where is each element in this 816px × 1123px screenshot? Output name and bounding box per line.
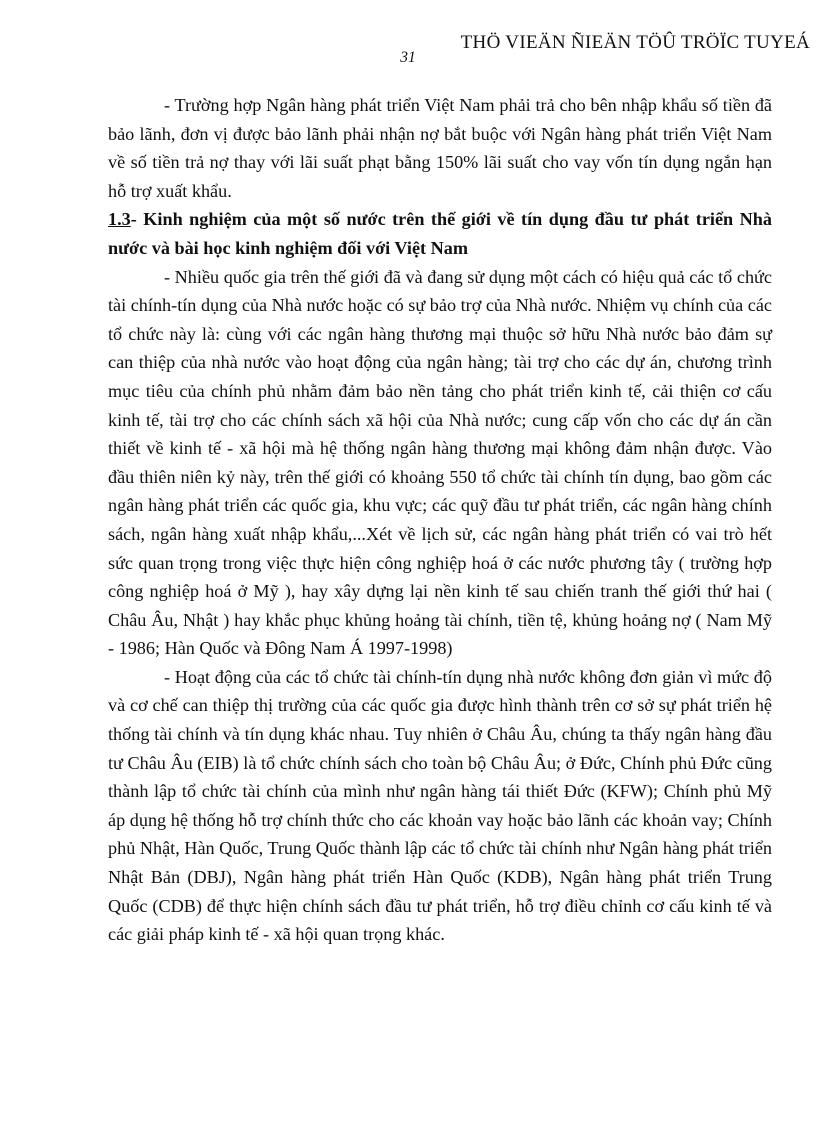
page-number: 31: [400, 49, 416, 66]
running-header: THÖ VIEÄN ÑIEÄN TÖÛ TRÖÏC TUYEÁ: [460, 32, 810, 53]
section-title: - Kinh nghiệm của một số nước trên thế giới về tín dụng đầu tư phát triển Nhà nước và bài học kinh nghiệm đối với Việt Nam: [108, 209, 772, 258]
section-heading: [108, 205, 772, 262]
paragraph-state-credit-institutions: - Hoạt động của các tổ chức tài chính-tín dụng nhà nước không đơn giản vì mức độ và cơ chế can thiệp thị trường của các quốc gia được hình thành trên cơ sở sự phát triển hệ thống tài chính và tín dụng khác nhau. Tuy nhiên ở Châu Âu, chúng ta thấy ngân hàng đầu tư Châu Âu (EIB) là tổ chức chính sách cho toàn bộ Châu Âu; ở Đức, Chính phủ Đức cũng thành lập tổ chức tài chính của mình như ngân hàng tái thiết Đức (KFW); Chính phủ Mỹ áp dụng hệ thống hỗ trợ chính thức cho các khoản vay hoặc bảo lãnh các khoản vay; Chính phủ Nhật, Hàn Quốc, Trung Quốc thành lập các tổ chức tài chính như Ngân hàng phát triển Nhật Bản (DBJ), Ngân hàng phát triển Hàn Quốc (KDB), Ngân hàng phát triển Trung Quốc (CDB) để thực hiện chính sách đầu tư phát triển, hỗ trợ điều chỉnh cơ cấu kinh tế và các giải pháp kinh tế - xã hội quan trọng khác.: [108, 666, 772, 945]
paragraph-international-experience: - Nhiều quốc gia trên thế giới đã và đang sử dụng một cách có hiệu quả các tổ chức tài chính-tín dụng của Nhà nước hoặc có sự bảo trợ của Nhà nước. Nhiệm vụ chính của các tổ chức này là: cùng với các ngân hàng thương mại thuộc sở hữu Nhà nước bảo đảm sự can thiệp của nhà nước vào hoạt động của ngân hàng; tài trợ cho các dự án, chương trình mục tiêu của chính phủ nhằm đảm bảo nền tảng cho phát triển kinh tế, cải thiện cơ cấu kinh tế, tài trợ cho các chính sách xã hội của Nhà nước; cung cấp vốn cho các dự án cần thiết về kinh tế - xã hội mà hệ thống ngân hàng thương mại không đảm nhận được. Vào đầu thiên niên kỷ này, trên thế giới có khoảng 550 tổ chức tài chính tín dụng, bao gồm các ngân hàng phát triển các quốc gia, khu vực; các quỹ đầu tư phát triển, các ngân hàng chính sách, ngân hàng xuất nhập khẩu,...Xét về lịch sử, các ngân hàng phát triển có vai trò hết sức quan trọng trong việc thực hiện công nghiệp hoá ở các nước phương tây ( trường hợp công nghiệp hoá ở Mỹ ), hay xây dựng lại nền kinh tế sau chiến tranh thế giới thứ hai ( Châu Âu, Nhật ) hay khắc phục khủng hoảng tài chính, tiền tệ, khủng hoảng nợ ( Nam Mỹ - 1986; Hàn Quốc và Đông Nam Á 1997-1998): [108, 266, 772, 659]
paragraph-guarantee-repayment: - Trường hợp Ngân hàng phát triển Việt Nam phải trả cho bên nhập khẩu số tiền đã bảo lãnh, đơn vị được bảo lãnh phải nhận nợ bắt buộc với Ngân hàng phát triển Việt Nam về số tiền trả nợ thay với lãi suất phạt bằng 150% lãi suất cho vay vốn tín dụng ngắn hạn hỗ trợ xuất khẩu.: [108, 95, 772, 201]
section-number: 1.3: [108, 209, 131, 230]
body-text: [108, 91, 772, 949]
